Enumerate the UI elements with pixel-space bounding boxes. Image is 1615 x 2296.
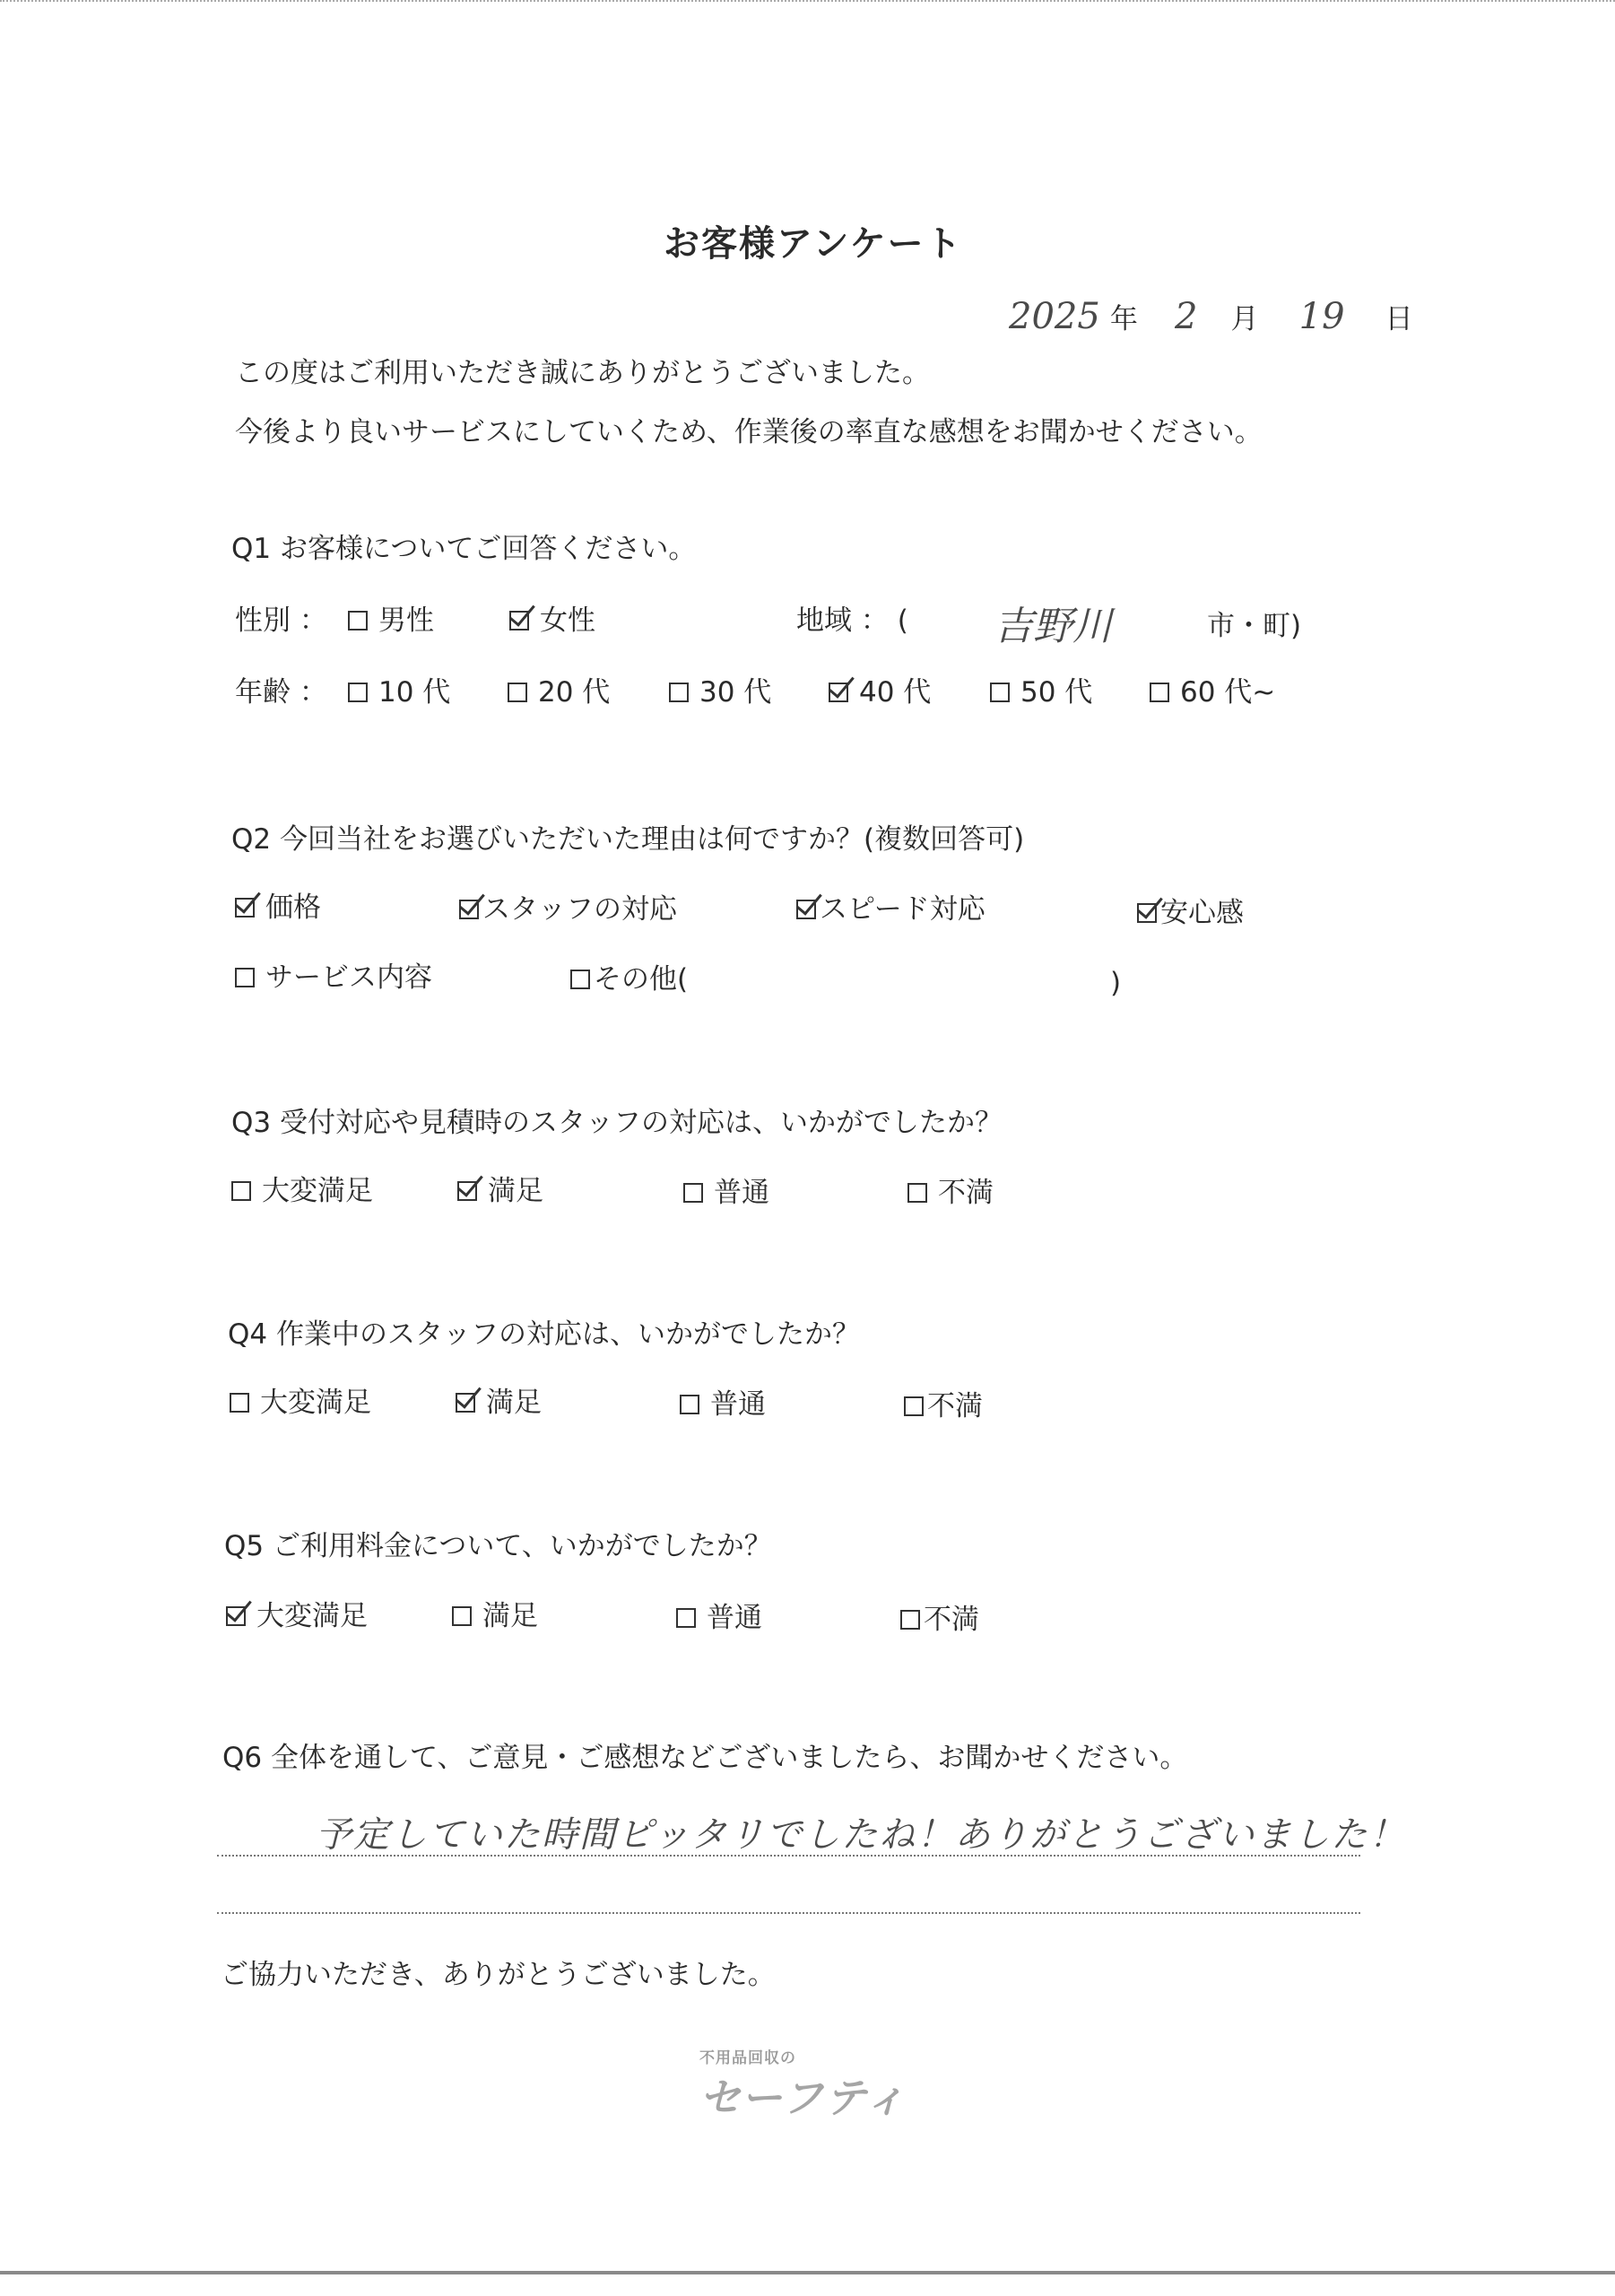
age-30-option[interactable] (669, 674, 771, 710)
option-label: 大変満足 (262, 1175, 373, 1207)
checkbox-service[interactable] (235, 968, 255, 987)
closing-text: ご協力いただき、ありがとうございました。 (221, 1959, 776, 1991)
bottom-edge-line (0, 2271, 1615, 2274)
checkbox-other[interactable] (570, 970, 590, 989)
gender-label: 性別 ： (235, 604, 327, 637)
option-label: 大変満足 (256, 1600, 368, 1632)
option-label: 大変満足 (260, 1387, 371, 1419)
option-label: 40 代 (859, 676, 932, 709)
option-label: その他( (594, 963, 689, 996)
top-edge-line (0, 0, 1615, 2)
option-label: 普通 (710, 1388, 766, 1421)
intro-line-2: 今後より良いサービスにしていくため、作業後の率直な感想をお聞かせください。 (235, 416, 1263, 448)
q5-option-average[interactable] (676, 1600, 762, 1636)
gender-female-option[interactable] (509, 603, 595, 639)
option-label: 10 代 (378, 676, 451, 709)
checkbox-speed[interactable] (796, 900, 816, 919)
checkbox-q3-average[interactable] (683, 1183, 703, 1203)
q3-option-average[interactable] (683, 1175, 769, 1211)
checkbox-q3-dissatisfied[interactable] (907, 1183, 927, 1203)
option-label: 不満 (938, 1177, 994, 1209)
date-month: 2 (1174, 296, 1198, 337)
option-label: 普通 (714, 1177, 769, 1209)
reason-reassurance-option[interactable] (1137, 895, 1244, 931)
company-logo (699, 2045, 907, 2125)
checkbox-q5-dissatisfied[interactable] (900, 1610, 920, 1630)
checkbox-q3-very-satisfied[interactable] (231, 1181, 251, 1201)
age-50-option[interactable] (990, 674, 1092, 710)
option-label: 普通 (707, 1602, 762, 1634)
q5-label: Q5 ご利用料金について、いかがでしたか？ (224, 1530, 772, 1562)
checkbox-q5-very-satisfied[interactable] (226, 1606, 246, 1626)
date-field (1009, 296, 1413, 337)
age-label: 年齢 ： (235, 676, 327, 709)
checkbox-age-10[interactable] (348, 683, 368, 702)
checkbox-age-50[interactable] (990, 683, 1010, 702)
age-60-option[interactable] (1150, 674, 1275, 710)
q6-label: Q6 全体を通して、ご意見・ご感想などございましたら、お聞かせください。 (222, 1742, 1188, 1774)
option-label: 不満 (927, 1390, 983, 1422)
option-label: 満足 (488, 1175, 543, 1207)
checkbox-reassurance[interactable] (1137, 903, 1157, 923)
q4-option-dissatisfied[interactable] (904, 1388, 983, 1424)
region-value: 吉野川 (994, 604, 1112, 649)
intro-line-1: この度はご利用いただき誠にありがとうございました。 (235, 357, 930, 389)
answer-line-1 (217, 1855, 1360, 1857)
option-label: 満足 (486, 1387, 542, 1419)
age-10-option[interactable] (348, 674, 450, 710)
q5-option-dissatisfied[interactable] (900, 1602, 979, 1638)
option-label: 30 代 (699, 676, 772, 709)
q5-option-very-satisfied[interactable] (226, 1598, 368, 1634)
option-label: 価格 (265, 891, 321, 924)
checkbox-price[interactable] (235, 898, 255, 918)
reason-other-option[interactable] (570, 961, 688, 997)
option-label: 60 代~ (1180, 676, 1276, 709)
checkbox-age-30[interactable] (669, 683, 689, 702)
reason-staff-option[interactable] (459, 891, 677, 927)
q4-option-satisfied[interactable] (456, 1385, 542, 1421)
checkbox-age-40[interactable] (829, 683, 848, 702)
date-day: 19 (1298, 296, 1345, 337)
checkbox-age-60[interactable] (1150, 683, 1169, 702)
option-label: スピード対応 (820, 893, 985, 926)
logo-name: セーフティ (699, 2074, 908, 2122)
option-label: サービス内容 (265, 961, 432, 994)
answer-line-2 (217, 1912, 1360, 1914)
checkbox-q4-very-satisfied[interactable] (230, 1393, 249, 1413)
checkbox-age-20[interactable] (508, 683, 527, 702)
date-day-unit: 日 (1385, 303, 1413, 335)
q4-option-very-satisfied[interactable] (230, 1385, 371, 1421)
option-label: 安心感 (1160, 897, 1244, 929)
q3-option-satisfied[interactable] (457, 1173, 543, 1209)
checkbox-q3-satisfied[interactable] (457, 1181, 477, 1201)
checkbox-female[interactable] (509, 611, 529, 631)
option-label: 男性 (378, 604, 434, 637)
age-20-option[interactable] (508, 674, 610, 710)
checkbox-q4-average[interactable] (680, 1395, 699, 1414)
q2-label: Q2 今回当社をお選びいただいた理由は何ですか？(複数回答可) (231, 823, 1025, 856)
q3-option-very-satisfied[interactable] (231, 1173, 373, 1209)
date-month-unit: 月 (1230, 303, 1259, 335)
age-40-option[interactable] (829, 674, 931, 710)
checkbox-q5-average[interactable] (676, 1608, 696, 1628)
option-label: 不満 (924, 1604, 979, 1636)
option-label: スタッフの対応 (482, 893, 677, 926)
page-title: お客様アンケート (664, 223, 963, 265)
q3-option-dissatisfied[interactable] (907, 1175, 994, 1211)
other-close-paren: ) (1110, 967, 1122, 999)
checkbox-staff[interactable] (459, 900, 479, 919)
q6-answer[interactable]: 予定していた時間ピッタリでしたね！ありがとうございました！ (316, 1814, 1407, 1856)
reason-speed-option[interactable] (796, 891, 985, 927)
option-label: 満足 (482, 1600, 538, 1632)
logo-subtitle: 不用品回収の (699, 2049, 796, 2067)
q3-label: Q3 受付対応や見積時のスタッフの対応は、いかがでしたか？ (231, 1107, 1003, 1139)
date-year-unit: 年 (1109, 303, 1138, 335)
q1-label: Q1 お客様についてご回答ください。 (231, 533, 697, 565)
checkbox-q4-satisfied[interactable] (456, 1393, 475, 1413)
checkbox-male[interactable] (348, 611, 368, 631)
checkbox-q5-satisfied[interactable] (452, 1606, 472, 1626)
region-suffix: 市・町) (1207, 610, 1302, 642)
option-label: 20 代 (538, 676, 611, 709)
option-label: 50 代 (1020, 676, 1093, 709)
reason-price-option[interactable] (235, 890, 321, 926)
checkbox-q4-dissatisfied[interactable] (904, 1396, 924, 1416)
region-label: 地域 ： ( (796, 604, 908, 637)
reason-service-option[interactable] (235, 960, 432, 996)
q5-option-satisfied[interactable] (452, 1598, 538, 1634)
q4-option-average[interactable] (680, 1387, 766, 1422)
gender-male-option[interactable] (348, 603, 434, 639)
option-label: 女性 (540, 604, 595, 637)
date-year: 2025 (1009, 296, 1100, 337)
q4-label: Q4 作業中のスタッフの対応は、いかがでしたか？ (228, 1318, 860, 1351)
